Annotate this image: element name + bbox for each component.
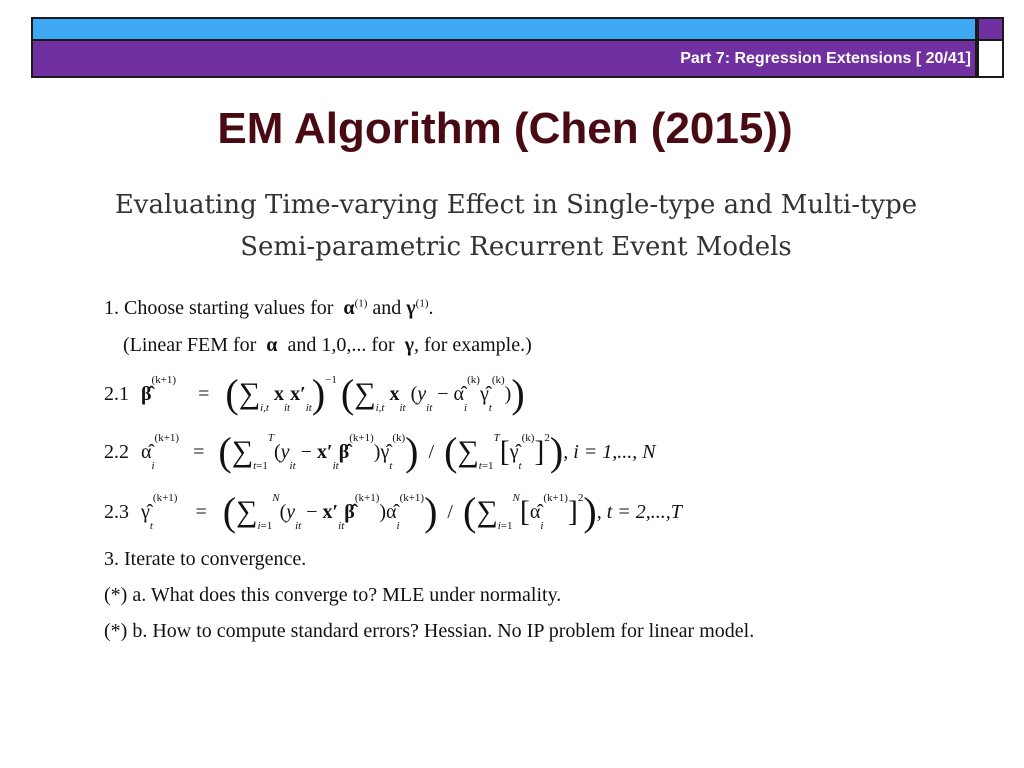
- note-b: (*) b. How to compute standard errors? Hessian. No IP problem for linear model.: [104, 620, 755, 642]
- paper-title-line-2: Semi-parametric Recurrent Event Models: [240, 232, 792, 262]
- equation-2-1-label: 2.1: [104, 382, 129, 405]
- step-1-note: (Linear FEM for α and 1,0,... for γ, for example.): [123, 334, 532, 356]
- step-1-text: 1. Choose starting values for: [104, 297, 334, 319]
- equation-2-2-tail: , i = 1,..., N: [563, 440, 656, 463]
- header-bar: [31, 41, 977, 78]
- step-1: 1. Choose starting values for $\alpha^{(1)}$ and $\gamma^{(1)}$.: [104, 297, 434, 319]
- step-1-and: and: [372, 297, 402, 319]
- equation-2-2-label: 2.2: [104, 440, 129, 463]
- equation-2-2: 2.2 α̂ $_i$ (k+1) = ( ∑ $_{t =1}$ T (y $_{it}$ − x′ $_{it}$ β̂ $^{(k+1)}$ )γ̂ $_t$ (k) ) / ( ∑ $_{t =1}$ T [ γ̂ $_t$ (k) ] $^2$ ) , i = 1,..., N: [104, 429, 656, 474]
- header-right-stub: [977, 41, 1004, 78]
- equation-2-3-label: 2.3: [104, 500, 129, 523]
- step-1-note-text: (Linear FEM for: [123, 334, 257, 356]
- note-a: (*) a. What does this converge to? MLE under normality.: [104, 584, 562, 606]
- paper-title-image: [60, 184, 972, 268]
- step-3: 3. Iterate to convergence.: [104, 548, 307, 570]
- slide-title: EM Algorithm (Chen (2015)): [217, 104, 793, 153]
- equation-2-3: 2.3 γ̂ $_t$ (k+1) = ( ∑ $_{i =1}$ N (y $_{it}$ − x′ $_{it}$ β̂ $^{(k+1)}$ )α̂ $_i$ (k+1) ) / ( ∑ $_{i =1}$ N [ α̂ $_i$ (k+1) ] $^2$ ) , t = 2,...,T: [104, 489, 682, 534]
- equation-2-3-tail: , t = 2,...,T: [596, 500, 682, 523]
- header-top-strip: [31, 17, 977, 41]
- paper-title-line-1: Evaluating Time-varying Effect in Single-type and Multi-type: [114, 190, 918, 220]
- equation-2-1: 2.1 β̂ $^{(k+1)}$ = ( ∑ $_{i,t}$ x $_{it}$ x′ $_{it}$ ) $^{-1}$ ( ∑ $_{i,t}$ x $_{it}$ (y $_{it}$ − α̂ $_i$ (k) γ̂ $_t$ (k) ) ): [104, 371, 525, 416]
- step-1-note-end: , for example.): [414, 334, 532, 356]
- step-1-note-mid: and 1,0,... for: [287, 334, 395, 356]
- header-corner-square: [977, 17, 1004, 41]
- slide-label: Part 7: Regression Extensions [ 20/41]: [680, 49, 971, 67]
